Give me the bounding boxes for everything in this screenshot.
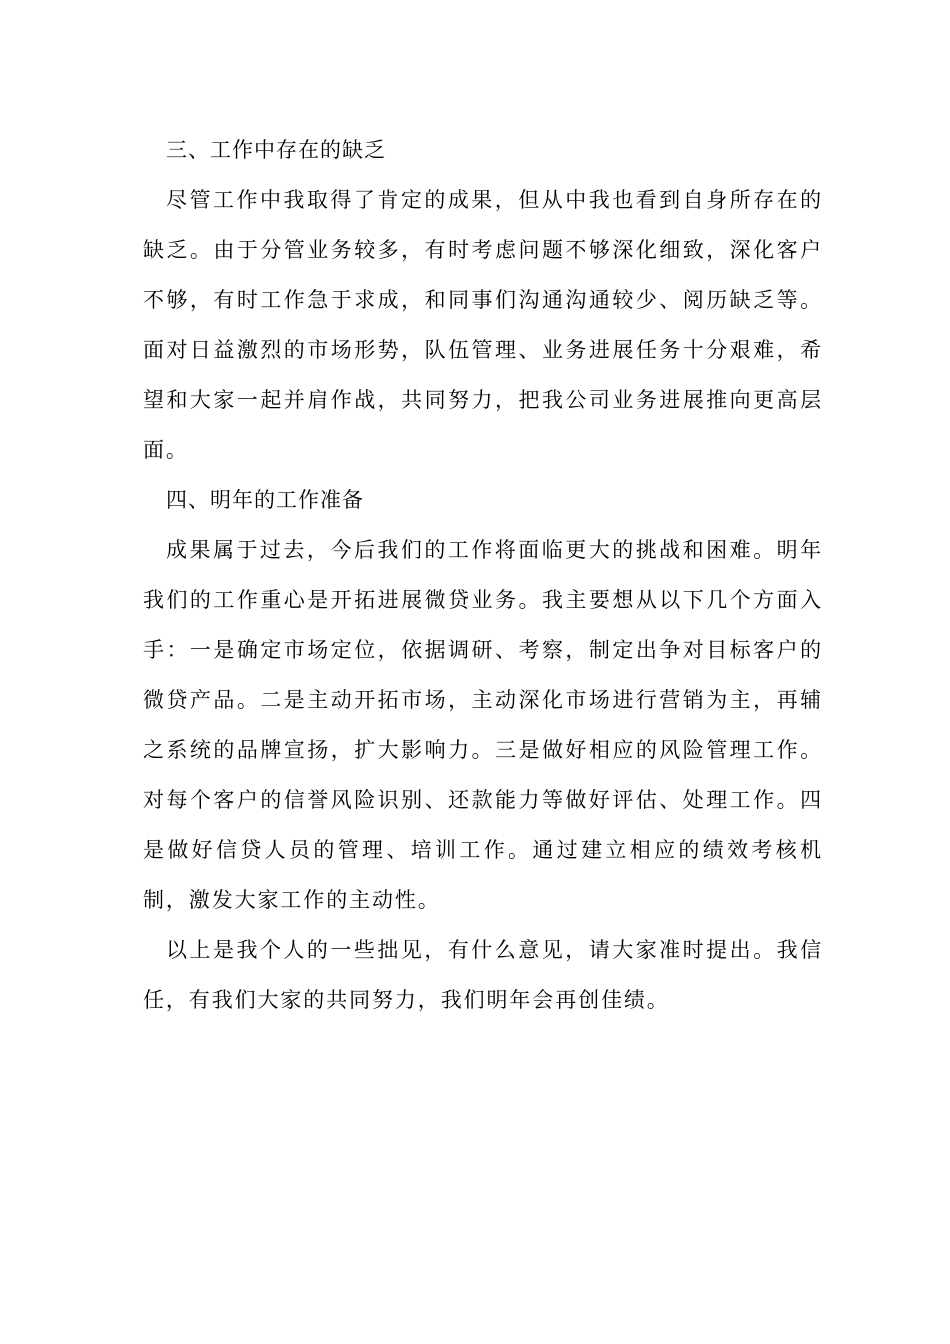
paragraph-shortcomings: 尽管工作中我取得了肯定的成果，但从中我也看到自身所存在的缺乏。由于分管业务较多，有时考虑问题不够深化细致，深化客户不够，有时工作急于求成，和同事们沟通沟通较少、阅历缺乏等。面对日益激烈的市场形势，队伍管理、业务进展任务十分艰难，希望和大家一起并肩作战，共同努力，把我公司业务进展推向更高层面。 (143, 188, 823, 462)
section-heading-next-year-plan: 四、明年的工作准备 (166, 488, 364, 512)
paragraph-closing: 以上是我个人的一些拙见，有什么意见，请大家准时提出。我信任，有我们大家的共同努力，我们明年会再创佳绩。 (143, 938, 823, 1012)
section-heading-shortcomings: 三、工作中存在的缺乏 (166, 138, 386, 162)
document-body (143, 125, 823, 1025)
paragraph-next-year-plan: 成果属于过去，今后我们的工作将面临更大的挑战和困难。明年我们的工作重心是开拓进展微贷业务。我主要想从以下几个方面入手：一是确定市场定位，依据调研、考察，制定出争对目标客户的微贷产品。二是主动开拓市场，主动深化市场进行营销为主，再辅之系统的品牌宣扬，扩大影响力。三是做好相应的风险管理工作。对每个客户的信誉风险识别、还款能力等做好评估、处理工作。四是做好信贷人员的管理、培训工作。通过建立相应的绩效考核机制，激发大家工作的主动性。 (143, 538, 823, 912)
